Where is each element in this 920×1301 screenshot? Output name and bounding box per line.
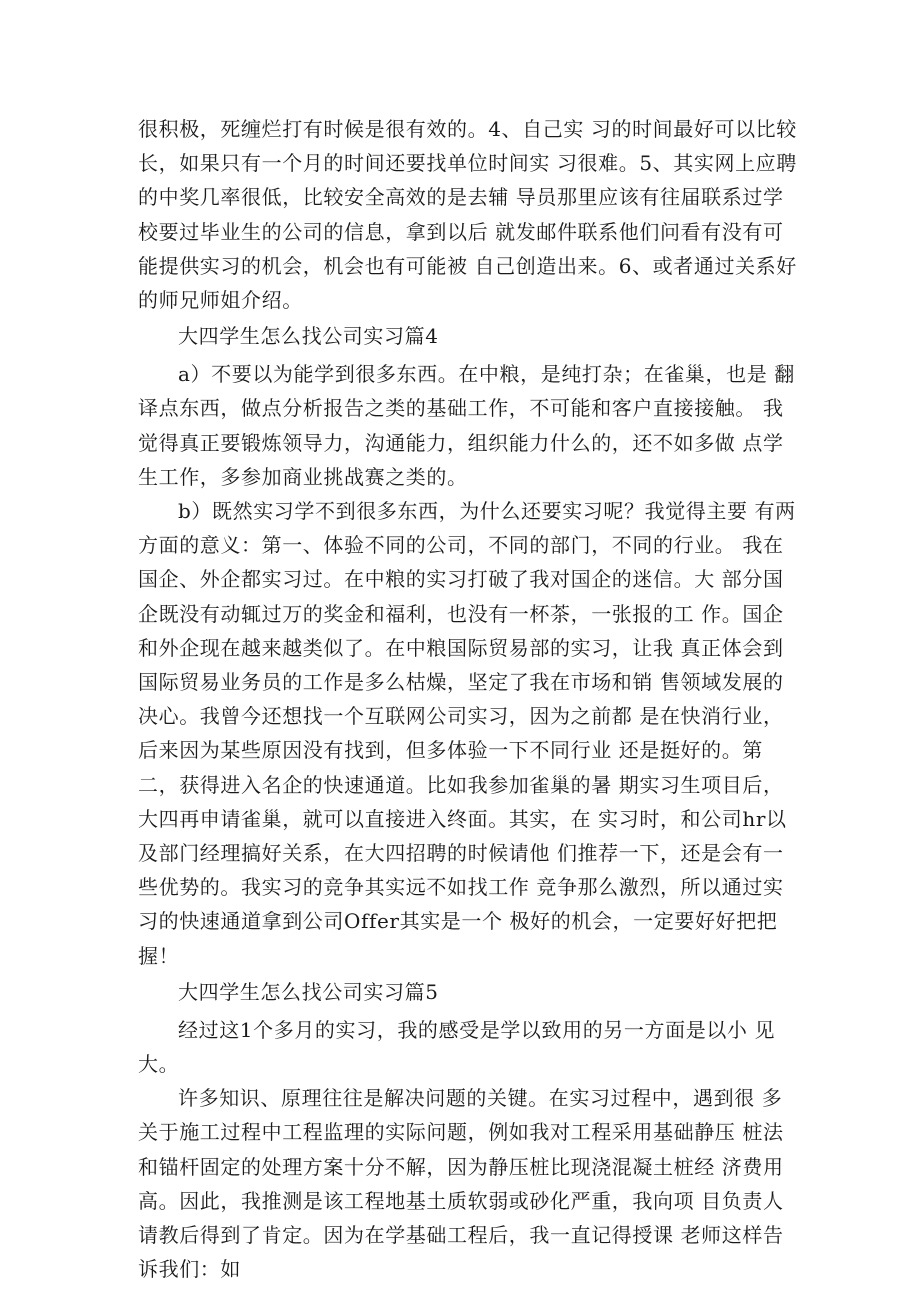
paragraph-tips-continued: 很积极，死缠烂打有时候是很有效的。4、自己实 习的时间最好可以比较长，如果只有一个月的时间还要找单位时间实 习很难。5、其实网上应聘的中奖几率很低，比较安全高效的是去辅 导员那里应该有往届联系过学校要过毕业生的公司的信息，拿到以后 就发邮件联系他们问看有没有可能提供实习的机会，机会也有可能被 自己创造出来。6、或者通过关系好的师兄师姐介绍。 [138, 117, 797, 313]
section-heading-part-5: 大四学生怎么找公司实习篇5 [178, 979, 439, 1004]
paragraph-point-a: a）不要以为能学到很多东西。在中粮，是纯打杂；在雀巢，也是 翻译点东西，做点分析报告之类的基础工作，不可能和客户直接接触。 我觉得真正要锻炼领导力，沟通能力，组织能力什么的，还不如多做 点学生工作，多参加商业挑战赛之类的。 [138, 362, 795, 489]
document-page [138, 112, 798, 1287]
paragraph-part5-body: 许多知识、原理往往是解决问题的关键。在实习过程中，遇到很 多关于施工过程中工程监理的实际问题，例如我对工程采用基础静压 桩法和锚杆固定的处理方案十分不解，因为静压桩比现浇混凝土桩经 济费用高。因此，我推测是该工程地基土质软弱或砂化严重，我向项 目负责人请教后得到了肯定。因为在学基础工程后，我一直记得授课 老师这样告诉我们：如 [138, 1086, 784, 1282]
paragraph-point-b: b）既然实习学不到很多东西，为什么还要实习呢？我觉得主要 有两方面的意义：第一、体验不同的公司，不同的部门，不同的行业。 我在国企、外企都实习过。在中粮的实习打破了我对国企的迷信。大 部分国企既没有动辄过万的奖金和福利，也没有一杯茶，一张报的工 作。国企和外企现在越来越类似了。在中粮国际贸易部的实习，让我 真正体会到国际贸易业务员的工作是多么枯燥，坚定了我在市场和销 售领域发展的决心。我曾今还想找一个互联网公司实习，因为之前都 是在快消行业，后来因为某些原因没有找到，但多体验一下不同行业 还是挺好的。第二，获得进入名企的快速通道。比如我参加雀巢的暑 期实习生项目后，大四再申请雀巢，就可以直接进入终面。其实，在 实习时，和公司hr以及部门经理搞好关系，在大四招聘的时候请他 们推荐一下，还是会有一些优势的。我实习的竞争其实远不如找工作 竞争那么激烈，所以通过实习的快速通道拿到公司Offer其实是一个 极好的机会，一定要好好把把握！ [138, 499, 796, 968]
paragraph-part5-intro: 经过这1个多月的实习，我的感受是学以致用的另一方面是以小 见大。 [138, 1017, 776, 1077]
section-heading-part-4: 大四学生怎么找公司实习篇4 [178, 324, 439, 349]
